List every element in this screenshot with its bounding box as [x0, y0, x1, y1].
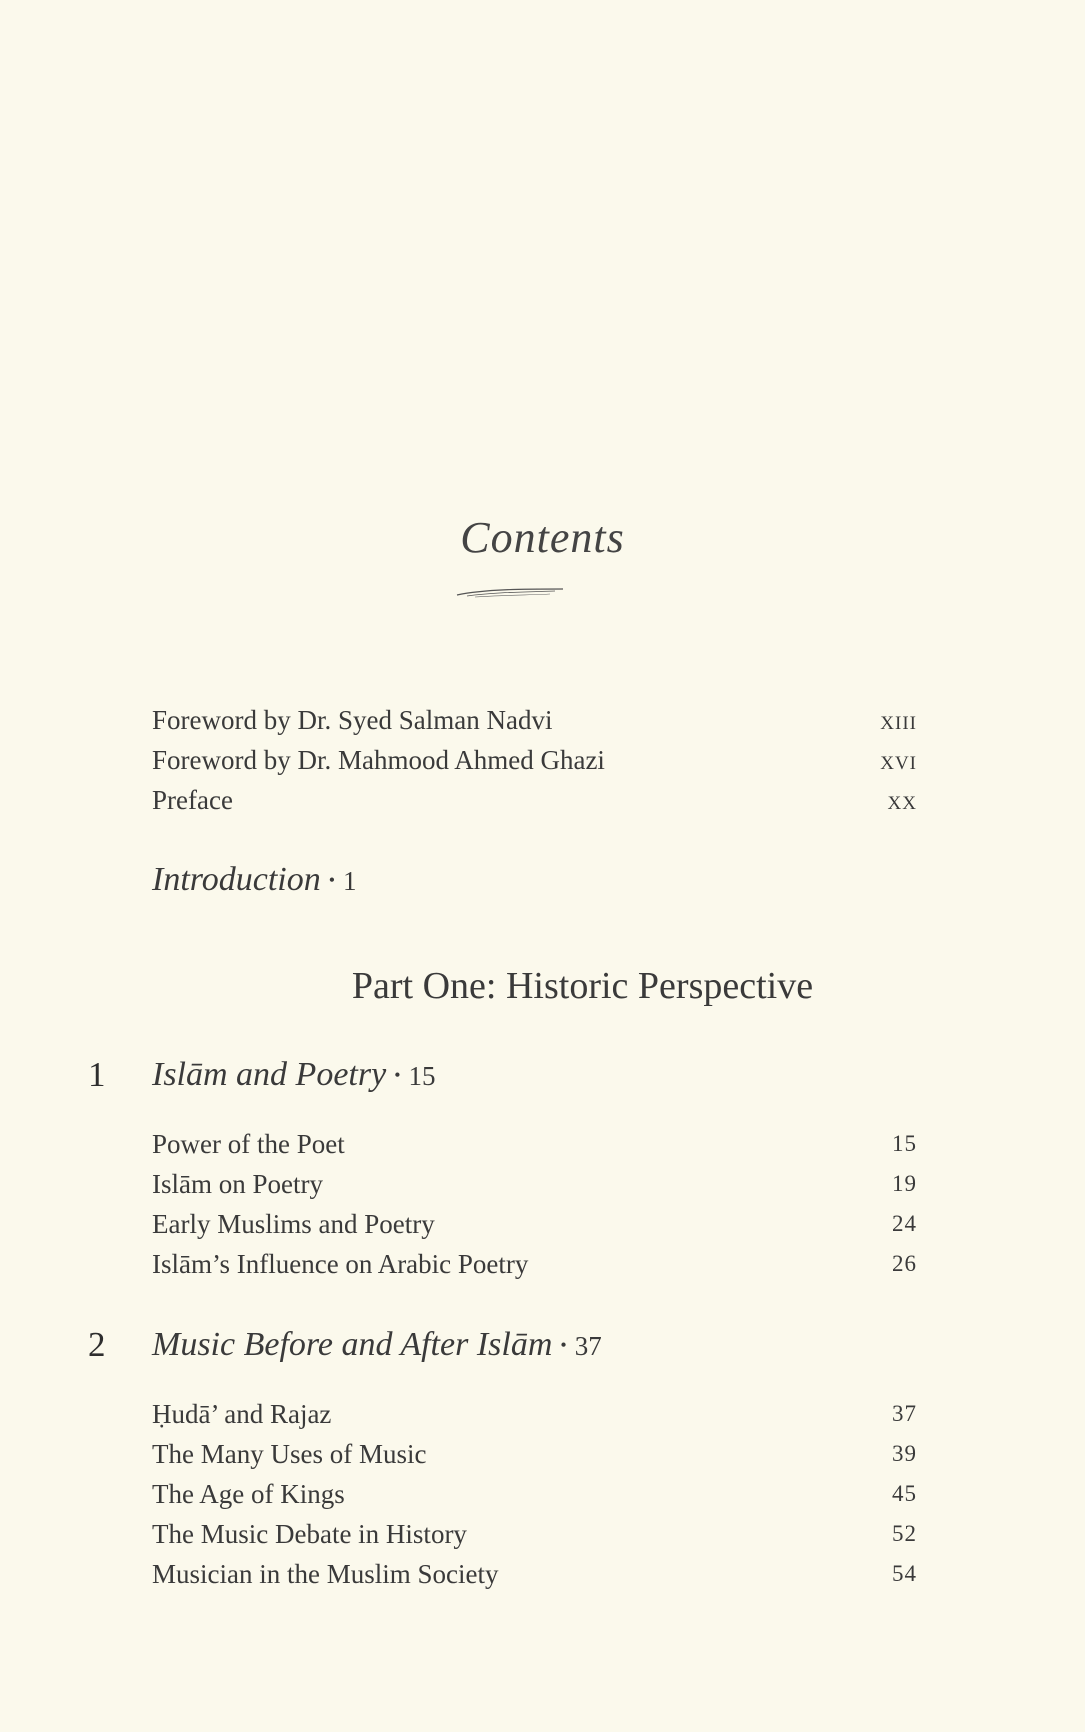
toc-introduction[interactable] [152, 860, 357, 901]
toc-section-label: Ḥudā’ and Rajaz [152, 1399, 332, 1429]
toc-section-label: The Age of Kings [152, 1479, 345, 1509]
separator-dot: • [394, 1065, 401, 1085]
toc-section[interactable] [152, 1557, 917, 1591]
toc-section-label: Islām’s Influence on Arabic Poetry [152, 1249, 529, 1279]
toc-section-page: 24 [892, 1211, 917, 1236]
toc-entry-page: xvi [880, 745, 917, 775]
toc-entry-preface[interactable] [152, 783, 917, 817]
toc-section[interactable] [152, 1247, 917, 1281]
chapter-page: 37 [574, 1331, 602, 1361]
toc-section[interactable] [152, 1127, 917, 1161]
introduction-title: Introduction [152, 861, 321, 898]
toc-entry-label: Foreword by Dr. Syed Salman Nadvi [152, 705, 553, 735]
title-flourish-ornament [455, 585, 565, 599]
chapter-title: Music Before and After Islām [152, 1326, 553, 1363]
toc-section-label: Power of the Poet [152, 1129, 345, 1159]
toc-entry-label: Preface [152, 785, 233, 815]
toc-section[interactable] [152, 1437, 917, 1471]
toc-entry-foreword-ghazi[interactable] [152, 743, 917, 777]
toc-section[interactable] [152, 1517, 917, 1551]
separator-dot: • [328, 870, 336, 890]
toc-section-label: Musician in the Muslim Society [152, 1559, 499, 1589]
chapter-number: 2 [88, 1325, 106, 1364]
toc-section-page: 45 [892, 1481, 917, 1506]
toc-entry-foreword-nadvi[interactable] [152, 703, 917, 737]
toc-section[interactable] [152, 1477, 917, 1511]
toc-section-label: The Music Debate in History [152, 1519, 467, 1549]
toc-section-label: Islām on Poetry [152, 1169, 323, 1199]
toc-entry-page: xiii [880, 705, 917, 735]
toc-section[interactable] [152, 1167, 917, 1201]
chapter-number: 1 [88, 1055, 106, 1094]
chapter-title: Islām and Poetry [152, 1056, 387, 1093]
separator-dot: • [560, 1335, 567, 1355]
toc-section[interactable] [152, 1207, 917, 1241]
toc-section-page: 15 [892, 1131, 917, 1156]
toc-section-label: Early Muslims and Poetry [152, 1209, 435, 1239]
toc-chapter-2[interactable] [152, 1325, 602, 1366]
introduction-page: 1 [343, 866, 357, 896]
toc-chapter-1[interactable] [152, 1055, 436, 1096]
part-one-heading: Part One: Historic Perspective [351, 965, 814, 1007]
toc-section[interactable] [152, 1397, 917, 1431]
toc-entry-label: Foreword by Dr. Mahmood Ahmed Ghazi [152, 745, 605, 775]
toc-entry-page: xx [887, 785, 917, 815]
toc-section-page: 54 [892, 1561, 917, 1586]
toc-section-page: 37 [892, 1401, 917, 1426]
toc-section-label: The Many Uses of Music [152, 1439, 427, 1469]
toc-section-page: 39 [892, 1441, 917, 1466]
toc-section-page: 26 [892, 1251, 917, 1276]
chapter-page: 15 [408, 1061, 436, 1091]
page-title: Contents [460, 513, 625, 562]
toc-section-page: 19 [892, 1171, 917, 1196]
toc-section-page: 52 [892, 1521, 917, 1546]
